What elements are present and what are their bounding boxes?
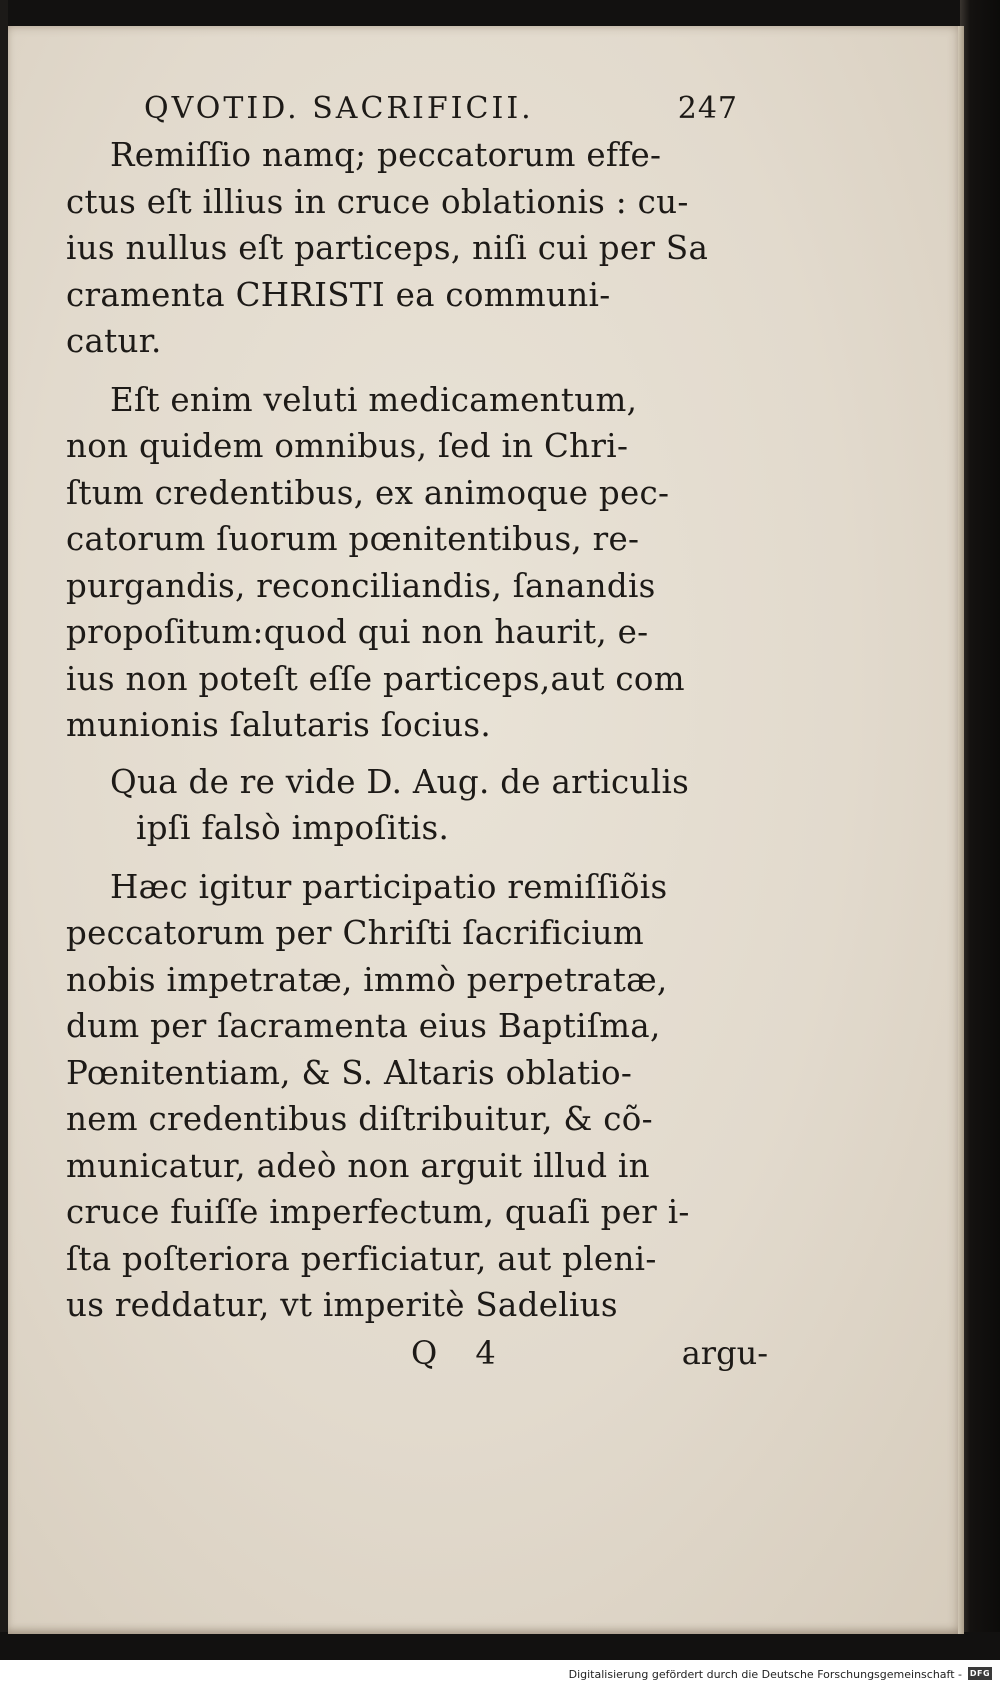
book-page <box>8 26 964 1634</box>
text-line: Remiſſio namq; peccatorum effe- <box>110 136 662 174</box>
page-edge-shadow <box>958 26 964 1634</box>
running-head-title: QVOTID. SACRIFICII. <box>144 91 534 126</box>
paragraph-1 <box>66 132 756 365</box>
text-line: catorum ſuorum pœnitentibus, re- <box>66 520 640 558</box>
text-line: Qua de re vide D. Aug. de articulis <box>110 762 690 801</box>
text-line: propoſitum:quod qui non haurit, e- <box>66 613 649 651</box>
text-line: non quidem omnibus, ſed in Chri- <box>66 427 629 465</box>
paragraph-4 <box>66 864 756 1329</box>
scan-background-top <box>0 0 1000 26</box>
dfg-logo-icon: DFG <box>969 1669 991 1678</box>
text-line: cramenta CHRISTI ea communi- <box>66 275 611 314</box>
scan-background-left <box>0 0 8 1660</box>
text-line: cruce fuiſſe imperfectum, quaſi per i- <box>66 1193 690 1231</box>
text-line: ſta poſteriora perficiatur, aut pleni- <box>66 1239 657 1278</box>
paragraph-3-reference <box>66 759 756 852</box>
text-line: ius non poteſt eſſe particeps,aut com <box>66 659 685 698</box>
text-line: munionis ſalutaris ſocius. <box>66 706 492 744</box>
text-line: nem credentibus diſtribuitur, & cõ- <box>66 1100 653 1138</box>
running-head <box>66 86 756 132</box>
text-line: us reddatur, vt imperitè Sadelius <box>66 1286 618 1324</box>
text-line: ſtum credentibus, ex animoque pec- <box>66 473 670 512</box>
text-line: ius nullus eſt particeps, niſi cui per Sa <box>66 229 709 267</box>
text-line: catur. <box>66 322 162 360</box>
text-line: Pœnitentiam, & S. Altaris oblatio- <box>66 1053 633 1092</box>
signature-mark: Q 4 <box>411 1333 510 1372</box>
funding-credit: Digitalisierung gefördert durch die Deutsche Forschungsgemeinschaft - <box>568 1668 962 1681</box>
text-line: municatur, adeò non arguit illud in <box>66 1146 650 1185</box>
paragraph-2 <box>66 377 756 749</box>
text-line: Eſt enim veluti medicamentum, <box>110 380 638 419</box>
text-line: ipſi falsò impoſitis. <box>136 809 450 847</box>
text-line: ctus eſt illius in cruce oblationis : cu- <box>66 182 689 221</box>
page-number: 247 <box>677 91 738 126</box>
page-text-block <box>66 86 768 1377</box>
text-line: nobis impetratæ, immò perpetratæ, <box>66 960 668 999</box>
page-footer-marks <box>66 1329 768 1377</box>
text-line: purgandis, reconciliandis, ſanandis <box>66 566 656 605</box>
text-line: dum per ſacramenta eius Baptiſma, <box>66 1007 661 1045</box>
scan-background-bottom <box>0 1632 1000 1660</box>
catchword: argu- <box>681 1333 768 1372</box>
scan-background-right <box>960 0 1000 1660</box>
digitization-footer <box>0 1660 1000 1689</box>
text-line: peccatorum per Chriſti ſacrificium <box>66 914 645 952</box>
text-line: Hæc igitur participatio remiſſiõis <box>110 867 668 906</box>
